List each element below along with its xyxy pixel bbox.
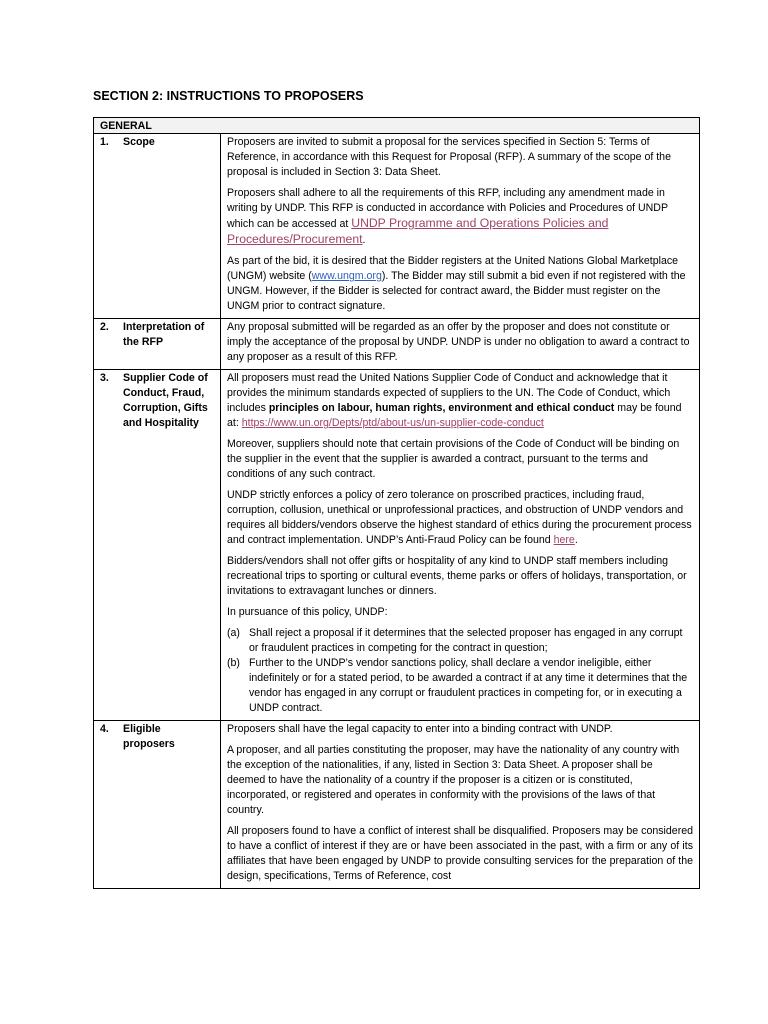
table-row-interpretation [94, 319, 700, 370]
row-content-cell [221, 319, 700, 370]
row-label: Scope [123, 136, 155, 148]
code-p1-mid: may be found at: [227, 402, 682, 429]
instructions-table [93, 117, 700, 889]
supplier-code-link[interactable]: https://www.un.org/Depts/ptd/about-us/un-supplier-code-conduct [241, 417, 544, 429]
general-header: GENERAL [94, 118, 700, 134]
eligible-paragraph-1: Proposers shall have the legal capacity to enter into a binding contract with UNDP. [227, 723, 613, 735]
list-text: Shall reject a proposal if it determines that the selected proposer has engaged in any corrupt or fraudulent practices in competing for the contract in question; [249, 627, 683, 654]
row-label-cell [94, 721, 221, 889]
row-label: Interpretation of the RFP [123, 321, 205, 348]
list-item [227, 656, 693, 716]
row-label: Eligible proposers [123, 723, 175, 750]
list-marker: (a) [227, 627, 240, 639]
table-row-eligible [94, 721, 700, 889]
code-p3-end: . [574, 534, 578, 546]
row-number: 2. [100, 321, 109, 333]
code-paragraph-5: In pursuance of this policy, UNDP: [227, 606, 388, 618]
code-p1-bold: principles on labour, human rights, environment and ethical conduct [268, 402, 615, 414]
table-row-scope [94, 134, 700, 319]
row-label-cell [94, 134, 221, 319]
policy-list [227, 626, 693, 716]
interpretation-paragraph: Any proposal submitted will be regarded as an offer by the proposer and does not constitute or imply the acceptance of the proposal by UNDP. UNDP is under no obligation to award a contract to any proposer as a result of this RFP. [227, 321, 690, 363]
ungm-link[interactable]: www.ungm.org [311, 270, 382, 282]
scope-paragraph-1: Proposers are invited to submit a proposal for the services specified in Section 5: Terms of Reference, in accordance with this Request for Proposal (RFP). A summary of the scope of the proposal is included in Section 3: Data Sheet. [227, 136, 671, 178]
code-paragraph-2: Moreover, suppliers should note that certain provisions of the Code of Conduct will be binding on the supplier in the event that the supplier is awarded a contract, pursuant to the terms and conditions of any such contract. [227, 438, 680, 480]
list-text: Further to the UNDP’s vendor sanctions policy, shall declare a vendor ineligible, either indefinitely or for a stated period, to be awarded a contract if at any time it determines that the vendor has engaged in any corrupt or fraudulent practices in competing for, or in executing a UNDP contract. [249, 657, 688, 714]
row-number: 3. [100, 372, 109, 384]
row-label-cell [94, 370, 221, 721]
row-content-cell [221, 721, 700, 889]
code-paragraph-3 [227, 488, 693, 548]
code-paragraph-4: Bidders/vendors shall not offer gifts or hospitality of any kind to UNDP staff members including recreational trips to sporting or cultural events, theme parks or offers of holidays, transportation, or invitations to extravagant lunches or dinners. [227, 555, 687, 597]
scope-p2-text: Proposers shall adhere to all the requirements of this RFP, including any amendment made in writing by UNDP. This RFP is conducted in accordance with Policies and Procedures of UNDP which can be accessed at [227, 187, 668, 230]
row-number: 4. [100, 723, 109, 735]
scope-p3-end: ). The Bidder may still submit a bid even if not registered with the UNGM. However, if the Bidder is selected for contract award, the Bidder must register on the UNGM prior to contract signature. [227, 270, 686, 312]
code-paragraph-1 [227, 371, 693, 431]
eligible-paragraph-2: A proposer, and all parties constituting the proposer, may have the nationality of any country with the exception of the nationalities, if any, listed in Section 3: Data Sheet. A proposer shall be deemed to have the nationality of a country if the proposer is a citizen or is constituted, incorporated, or registered and operates in conformity with the provisions of the laws of that country. [227, 744, 680, 816]
code-p3-text: UNDP strictly enforces a policy of zero tolerance on proscribed practices, including fraud, corruption, collusion, unethical or unprofessional practices, and obstruction of UNDP vendors and requires all bidders/vendors observe the highest standard of ethics during the procurement process and contract implementation. UNDP’s Anti-Fraud Policy can be found [227, 489, 692, 546]
row-content-cell [221, 370, 700, 721]
row-label-cell [94, 319, 221, 370]
scope-p3-text: As part of the bid, it is desired that the Bidder registers at the United Nations Global Marketplace (UNGM) website ( [227, 255, 679, 282]
list-item [227, 626, 693, 656]
anti-fraud-link[interactable]: here [553, 534, 575, 546]
scope-paragraph-2 [227, 186, 693, 248]
section-title: SECTION 2: INSTRUCTIONS TO PROPOSERS [93, 89, 364, 103]
table-row-code-of-conduct [94, 370, 700, 721]
row-number: 1. [100, 136, 109, 148]
scope-p2-end: . [362, 234, 366, 246]
list-marker: (b) [227, 657, 240, 669]
row-label: Supplier Code of Conduct, Fraud, Corruption, Gifts and Hospitality [123, 372, 208, 429]
undp-policies-link[interactable]: UNDP Programme and Operations Policies and Procedures/Procurement [227, 216, 609, 246]
eligible-paragraph-3: All proposers found to have a conflict of interest shall be disqualified. Proposers may be considered to have a conflict of interest if they are or have been associated in the past, with a firm or any of its affiliates that have been engaged by UNDP to provide consulting services for the preparation of the design, specifications, Terms of Reference, cost [227, 825, 694, 882]
row-content-cell [221, 134, 700, 319]
code-p1-text: All proposers must read the United Nations Supplier Code of Conduct and acknowledge that it provides the minimum standards expected of suppliers to the UN. The Code of Conduct, which includes [227, 372, 671, 414]
general-header-row [94, 118, 700, 134]
scope-paragraph-3 [227, 254, 693, 314]
